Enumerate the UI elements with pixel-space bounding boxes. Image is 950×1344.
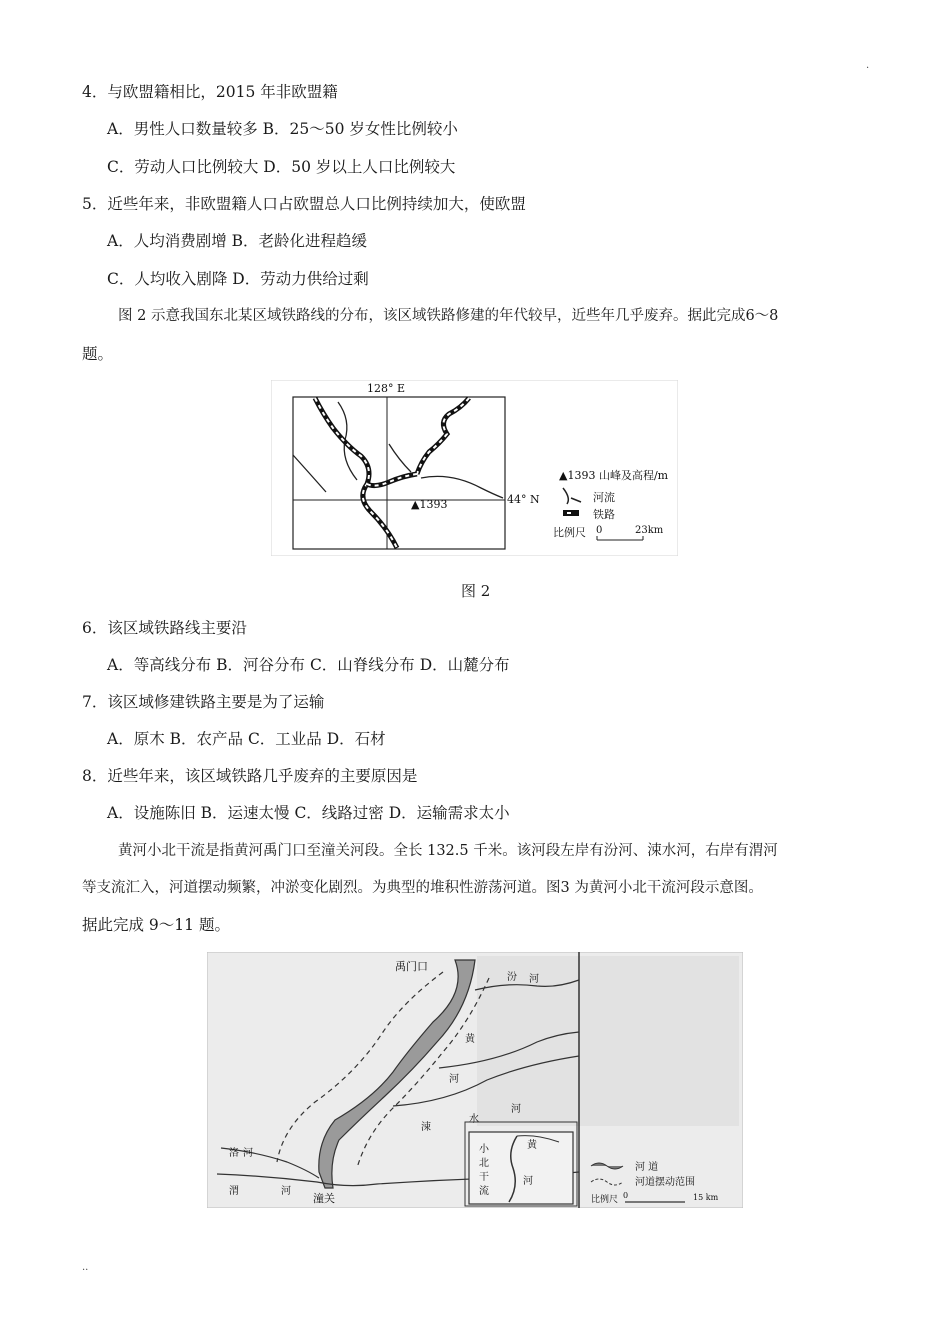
figure-2-caption: 图 2	[461, 582, 491, 600]
question-6-options: A．等高线分布 B．河谷分布 C．山脊线分布 D．山麓分布	[107, 656, 510, 674]
legend-scale-end: 23km	[635, 525, 664, 536]
question-6-stem: 6．该区域铁路线主要沿	[82, 619, 247, 637]
legend-river: 河流	[593, 491, 615, 504]
label-luo: 洛	[229, 1148, 239, 1159]
latitude-label: 44° N	[507, 493, 540, 506]
legend-scale-zero: 0	[596, 525, 603, 536]
question-8-stem: 8．近些年来，该区域铁路几乎废弃的主要原因是	[82, 767, 418, 785]
label-he-5: 河	[281, 1186, 291, 1197]
figure-2-intro-line-2: 题。	[82, 345, 114, 363]
label-wei: 渭	[229, 1186, 239, 1197]
figure-2-intro-line-1: 图 2 示意我国东北某区域铁路线的分布，该区域铁路修建的年代较早，近些年几乎废弃。据此完成6～8	[118, 308, 779, 324]
question-4-options-ab: A．男性人口数量较多 B．25～50 岁女性比例较小	[107, 120, 458, 138]
question-5-options-cd: C．人均收入剧降 D．劳动力供给过剩	[107, 270, 369, 288]
figure-3-intro-line-1: 黄河小北干流是指黄河禹门口至潼关河段。全长 132.5 千米。该河段左岸有汾河、涑水河，右岸有渭河	[118, 843, 778, 859]
legend-rail: 铁路	[593, 508, 615, 521]
question-4-options-cd: C．劳动人口比例较大 D．50 岁以上人口比例较大	[107, 158, 456, 176]
question-5-stem: 5．近些年来，非欧盟籍人口占欧盟总人口比例持续加大，使欧盟	[82, 195, 526, 213]
inset-huang: 黄	[527, 1140, 537, 1151]
legend-scale-zero: 0	[623, 1191, 629, 1200]
inset-gan: 干	[479, 1172, 489, 1183]
inset-bei: 北	[479, 1158, 489, 1169]
corner-mark-top: .	[866, 60, 870, 71]
label-yumenkou: 禹门口	[395, 960, 428, 973]
inset-liu: 流	[479, 1186, 489, 1197]
inset-map	[465, 1122, 577, 1206]
legend-scale-end: 15 km	[693, 1193, 719, 1202]
legend-scale-prefix: 比例尺	[591, 1195, 619, 1205]
inset-xiao: 小	[479, 1144, 489, 1155]
label-he-4: 河	[243, 1148, 253, 1159]
label-he-2: 河	[449, 1074, 459, 1085]
label-huang: 黄	[465, 1034, 475, 1045]
label-shui: 水	[469, 1114, 479, 1125]
label-he-3: 河	[511, 1104, 521, 1115]
figure-3-svg	[207, 952, 743, 1208]
legend-peak: ▲1393 山峰及高程/m	[559, 469, 669, 482]
question-4-stem: 4．与欧盟籍相比，2015 年非欧盟籍	[82, 83, 338, 101]
peak-label: ▲1393	[411, 498, 448, 511]
longitude-label: 128° E	[367, 382, 406, 395]
figure-3-map	[207, 952, 743, 1208]
label-he-1: 河	[529, 974, 539, 985]
figure-2-svg	[271, 380, 678, 556]
legend-swing: 河道摆动范围	[635, 1177, 695, 1188]
question-8-options: A．设施陈旧 B．运速太慢 C．线路过密 D．运输需求太小	[107, 804, 510, 822]
question-5-options-ab: A．人均消费剧增 B．老龄化进程趋缓	[107, 232, 368, 250]
inset-he: 河	[523, 1176, 533, 1187]
figure-2-map	[271, 380, 678, 556]
figure-3-intro-line-2: 等支流汇入，河道摆动频繁，冲淤变化剧烈。为典型的堆积性游荡河道。图3 为黄河小北干流河段示意图。	[82, 880, 763, 896]
legend-channel: 河 道	[635, 1162, 659, 1173]
corner-mark-bottom: ..	[82, 1262, 89, 1273]
legend-scale-prefix: 比例尺	[553, 526, 586, 539]
question-7-stem: 7．该区域修建铁路主要是为了运输	[82, 693, 325, 711]
figure-3-intro-line-3: 据此完成 9～11 题。	[82, 916, 230, 934]
label-fen: 汾	[507, 972, 517, 983]
label-tongguan: 潼关	[313, 1192, 335, 1205]
label-su: 涑	[421, 1122, 431, 1133]
question-7-options: A．原木 B．农产品 C．工业品 D．石材	[107, 730, 386, 748]
